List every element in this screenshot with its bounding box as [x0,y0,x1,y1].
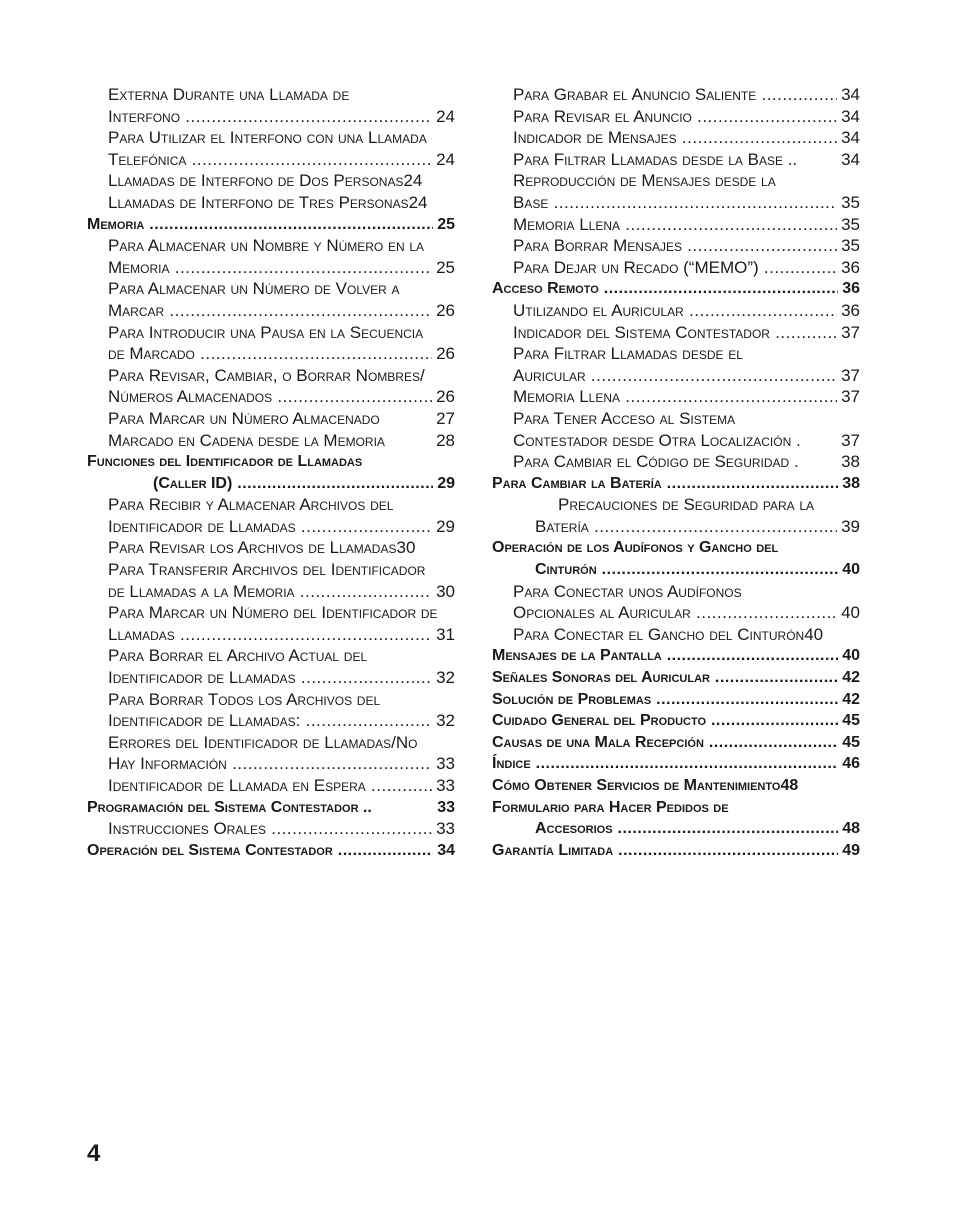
toc-entry-page: 45 [838,710,860,732]
toc-entry-title: Memoria ..... [108,257,455,279]
toc-entry-title: de Marcado ..... [108,343,455,365]
toc-entry-title: Batería ..... [535,516,860,538]
toc-entry-title: Para Conectar unos Audífonos [513,581,742,601]
toc-entry-title: Opcionales al Auricular ..... [513,602,860,624]
toc-entry-title: Operación del Sistema Contestador ..... [87,840,455,862]
toc-entry[interactable] [87,818,455,840]
toc-entry-title: Para Cambiar el Código de Seguridad . [513,452,799,472]
toc-entry-page: 27 [432,408,455,430]
toc-entry-title: Para Borrar Mensajes ..... [513,235,860,257]
toc-entry-title: Para Utilizar el Interfono con una Llamada [108,128,427,148]
toc-entry[interactable] [87,559,455,581]
toc-entry-title: Externa Durante una Llamada de [108,85,350,104]
toc-entry-title: Para Borrar el Archivo Actual del [108,646,368,666]
toc-entry-title: Para Revisar, Cambiar, o Borrar Nombres/ [108,365,425,385]
toc-entry-title: Para Dejar un Recado (“MEMO”) ..... [513,257,860,279]
toc-heading-entry[interactable] [492,667,860,689]
toc-entry[interactable] [87,84,455,106]
toc-entry[interactable] [87,343,455,365]
toc-entry-title: Identificador de Llamada en Espera ..... [108,775,455,797]
toc-entry-title: de Llamadas a la Memoria ..... [108,581,455,603]
toc-entry-page: 37 [837,365,860,387]
toc-heading-entry[interactable] [492,818,860,840]
toc-entry-page: 38 [837,451,860,473]
toc-entry-title: Marcado en Cadena desde la Memoria [108,430,385,450]
toc-entry[interactable] [87,430,455,452]
toc-entry[interactable] [87,645,455,667]
toc-entry[interactable] [492,602,860,624]
toc-entry-title: Para Grabar el Anuncio Saliente ..... [513,84,860,106]
toc-entry[interactable] [492,624,860,646]
toc-entry[interactable] [87,365,455,387]
toc-entry-page: 24 [432,149,455,171]
toc-entry-title: Memoria Llena ..... [513,214,860,236]
toc-entry-title: Marcar ..... [108,300,455,322]
toc-entry-page: 30 [432,581,455,603]
toc-entry[interactable] [492,581,860,603]
toc-entry-page: 36 [837,300,860,322]
toc-entry[interactable] [492,192,860,214]
toc-entry-page: 37 [837,322,860,344]
toc-entry[interactable] [492,494,860,516]
toc-entry-page: 39 [837,516,860,538]
toc-entry[interactable] [87,667,455,689]
toc-entry-title: Hay Información ..... [108,753,455,775]
toc-entry-page: 42 [838,689,860,711]
toc-heading-entry[interactable] [492,537,860,559]
toc-heading-entry[interactable] [492,840,860,862]
toc-entry-title: Indicador de Mensajes ..... [513,127,860,149]
toc-entry-title: Para Marcar un Número Almacenado [108,408,380,428]
toc-entry[interactable] [87,408,455,430]
toc-entry-title: Identificador de Llamadas ..... [108,667,455,689]
toc-entry-page: 32 [432,710,455,732]
toc-entry-page: 48 [838,818,860,840]
toc-entry-title: (Caller ID) ..... [153,473,455,495]
toc-entry-title: Funciones del Identificador de Llamadas [87,453,363,471]
toc-entry-title: Señales Sonoras del Auricular ..... [492,667,860,689]
toc-entry-page: 33 [432,818,455,840]
toc-entry[interactable] [87,322,455,344]
toc-entry[interactable] [492,170,860,192]
toc-entry-page: 29 [432,516,455,538]
toc-entry-page: 35 [837,235,860,257]
toc-entry-title: Auricular ..... [513,365,860,387]
toc-entry-page: 26 [432,300,455,322]
toc-entry-page: 34 [837,149,860,171]
toc-entry-page: 25 [432,257,455,279]
toc-entry-page: 32 [432,667,455,689]
toc-entry-page: 34 [433,840,455,862]
toc-entry-page: 26 [432,343,455,365]
toc-entry-title: Para Recibir y Almacenar Archivos del [108,495,394,515]
toc-entry[interactable] [492,300,860,322]
toc-entry-title: Utilizando el Auricular ..... [513,300,860,322]
toc-entry-title: Para Cambiar la Batería ..... [492,473,860,495]
toc-entry[interactable] [87,624,455,646]
toc-entry-title: Indicador del Sistema Contestador ..... [513,322,860,344]
toc-entry[interactable] [492,343,860,365]
toc-entry[interactable] [492,516,860,538]
toc-entry-page: 35 [837,214,860,236]
toc-heading-entry[interactable] [492,732,860,754]
toc-entry-title: Cómo Obtener Servicios de Mantenimiento48 [492,777,799,794]
toc-entry-page: 34 [837,127,860,149]
toc-entry[interactable] [87,732,455,754]
toc-entry-title: Para Revisar el Anuncio ..... [513,106,860,128]
toc-entry-title: Errores del Identificador de Llamadas/No [108,732,418,752]
toc-right-column [492,84,860,861]
toc-heading-entry[interactable] [492,689,860,711]
toc-entry-title: Identificador de Llamadas: ..... [108,710,455,732]
toc-entry-page: 29 [433,473,455,495]
toc-entry[interactable] [492,365,860,387]
toc-entry[interactable] [87,537,455,559]
toc-entry-page: 49 [838,840,860,862]
toc-entry-page: 35 [837,192,860,214]
toc-heading-entry[interactable] [492,473,860,495]
toc-heading-entry[interactable] [87,797,455,819]
toc-entry[interactable] [87,386,455,408]
toc-entry[interactable] [87,106,455,128]
toc-heading-entry[interactable] [492,753,860,775]
toc-entry-title: Programación del Sistema Contestador .. [87,798,372,816]
toc-entry[interactable] [492,386,860,408]
toc-entry-page: 40 [838,559,860,581]
toc-entry-page: 40 [837,602,860,624]
toc-heading-entry[interactable] [87,451,455,473]
toc-entry-title: Para Revisar los Archivos de Llamadas30 [108,538,416,558]
toc-entry-title: Para Transferir Archivos del Identificador [108,560,426,580]
toc-entry-page: 33 [432,775,455,797]
toc-entry-title: Causas de una Mala Recepción ..... [492,732,860,754]
toc-entry-title: Para Borrar Todos los Archivos del [108,689,381,709]
toc-heading-entry[interactable] [87,214,455,236]
toc-entry[interactable] [87,257,455,279]
toc-entry-page: 33 [433,797,455,819]
toc-entry-title: Formulario para Hacer Pedidos de [492,798,729,816]
toc-entry-title: Memoria Llena ..... [513,386,860,408]
toc-entry-page: 26 [432,386,455,408]
toc-entry-title: Para Conectar el Gancho del Cinturón40 [513,624,824,644]
toc-entry-title: Acceso Remoto ..... [492,278,860,300]
toc-entry-title: Memoria ..... [87,214,455,236]
toc-entry-title: Instrucciones Orales ..... [108,818,455,840]
toc-entry-page: 37 [837,430,860,452]
toc-entry[interactable] [87,127,455,149]
toc-entry-page: 34 [837,106,860,128]
toc-entry-title: Cuidado General del Producto ..... [492,710,860,732]
toc-entry[interactable] [87,516,455,538]
toc-entry[interactable] [87,170,455,192]
toc-entry-title: Operación de los Audífonos y Gancho del [492,539,779,557]
toc-entry-title: Reproducción de Mensajes desde la [513,171,776,191]
toc-heading-entry[interactable] [492,559,860,581]
toc-entry-title: Telefónica ..... [108,149,455,171]
toc-entry[interactable] [492,149,860,171]
toc-entry[interactable] [87,300,455,322]
toc-heading-entry[interactable] [492,775,860,797]
toc-entry-title: Para Tener Acceso al Sistema [513,408,736,428]
toc-entry-title: Para Marcar un Número del Identificador de [108,603,438,623]
toc-entry-page: 45 [838,732,860,754]
toc-entry-page: 25 [433,214,455,236]
toc-entry[interactable] [492,408,860,430]
toc-entry-title: Para Filtrar Llamadas desde la Base .. [513,149,798,169]
toc-entry-title: Números Almacenados ..... [108,386,455,408]
toc-entry[interactable] [492,106,860,128]
toc-entry[interactable] [87,149,455,171]
toc-entry-title: Identificador de Llamadas ..... [108,516,455,538]
toc-entry-page: 37 [837,386,860,408]
toc-entry-title: Base ..... [513,192,860,214]
toc-entry-page: 40 [838,645,860,667]
toc-entry[interactable] [87,278,455,300]
toc-entry[interactable] [87,753,455,775]
toc-entry[interactable] [492,127,860,149]
toc-heading-entry[interactable] [87,473,455,495]
toc-entry-title: Índice ..... [492,753,860,775]
toc-entry[interactable] [87,602,455,624]
toc-entry-page: 38 [838,473,860,495]
toc-entry[interactable] [492,84,860,106]
toc-entry-title: Llamadas ..... [108,624,455,646]
toc-entry-title: Para Filtrar Llamadas desde el [513,344,743,364]
toc-entry-page: 42 [838,667,860,689]
toc-entry-title: Cinturón ..... [535,559,860,581]
toc-entry[interactable] [492,214,860,236]
toc-entry-page: 34 [837,84,860,106]
toc-entry-page: 31 [432,624,455,646]
toc-heading-entry[interactable] [87,840,455,862]
toc-entry-title: Para Almacenar un Número de Volver a [108,279,400,299]
toc-entry-page: 28 [432,430,455,452]
toc-entry-title: Precauciones de Seguridad para la [558,495,815,515]
toc-entry-title: Llamadas de Interfono de Dos Personas24 [108,171,423,191]
toc-entry-page: 36 [837,257,860,279]
toc-entry-page: 33 [432,753,455,775]
toc-entry-title: Accesorios ..... [535,818,860,840]
toc-entry-title: Para Introducir una Pausa en la Secuencia [108,322,424,342]
toc-entry[interactable] [87,235,455,257]
toc-entry-title: Garantía Limitada ..... [492,840,860,862]
toc-heading-entry[interactable] [492,278,860,300]
toc-entry[interactable] [87,192,455,214]
toc-entry-page: 24 [432,106,455,128]
toc-entry[interactable] [87,494,455,516]
toc-heading-entry[interactable] [492,797,860,819]
toc-entry[interactable] [492,235,860,257]
toc-entry-title: Llamadas de Interfono de Tres Personas24 [108,192,428,212]
toc-entry-title: Mensajes de la Pantalla ..... [492,645,860,667]
toc-entry[interactable] [492,257,860,279]
toc-entry[interactable] [87,775,455,797]
toc-entry-title: Para Almacenar un Nombre y Número en la [108,236,425,256]
toc-entry-page: 46 [838,753,860,775]
toc-entry[interactable] [492,430,860,452]
toc-entry[interactable] [87,581,455,603]
toc-entry[interactable] [492,322,860,344]
page-number: 4 [87,1140,101,1167]
toc-entry-title: Contestador desde Otra Localización . [513,430,801,450]
toc-entry-title: Interfono ..... [108,106,455,128]
toc-entry-title: Solución de Problemas ..... [492,689,860,711]
toc-left-column [87,84,455,861]
toc-heading-entry[interactable] [492,710,860,732]
toc-entry-page: 36 [838,278,860,300]
toc-entry[interactable] [87,689,455,711]
toc-entry[interactable] [87,710,455,732]
toc-heading-entry[interactable] [492,645,860,667]
toc-entry[interactable] [492,451,860,473]
